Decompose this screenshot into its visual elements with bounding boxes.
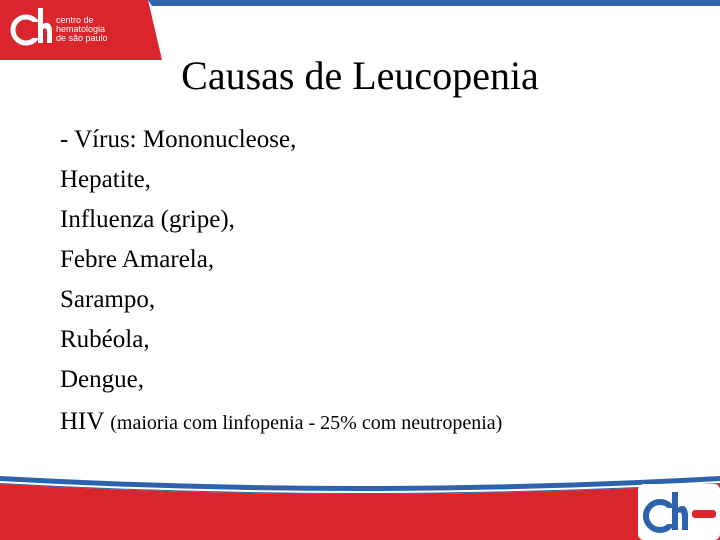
list-item: Febre Amarela, (60, 246, 215, 273)
list-item: Sarampo, (60, 286, 156, 313)
list-item: Dengue, (60, 366, 144, 393)
footer-logo-icon (638, 484, 720, 540)
list-item: Influenza (gripe), (60, 206, 235, 233)
logo-text-line: centro de (56, 15, 94, 25)
list-item-hiv (60, 400, 700, 444)
list-item: - Vírus: Mononucleose, (60, 126, 297, 153)
hiv-label: HIV (60, 408, 104, 435)
slide-title: Causas de Leucopenia (181, 53, 539, 98)
logo-text-line: de são paulo (56, 33, 108, 43)
logo-text (56, 16, 108, 43)
logo-text-line: hematologia (56, 24, 106, 34)
cause-list (60, 120, 700, 444)
footer-banner (0, 470, 720, 540)
list-item: Rubéola, (60, 326, 150, 353)
list-item: Hepatite, (60, 166, 151, 193)
hiv-detail: (maioria com linfopenia - 25% com neutropenia) (110, 412, 503, 434)
